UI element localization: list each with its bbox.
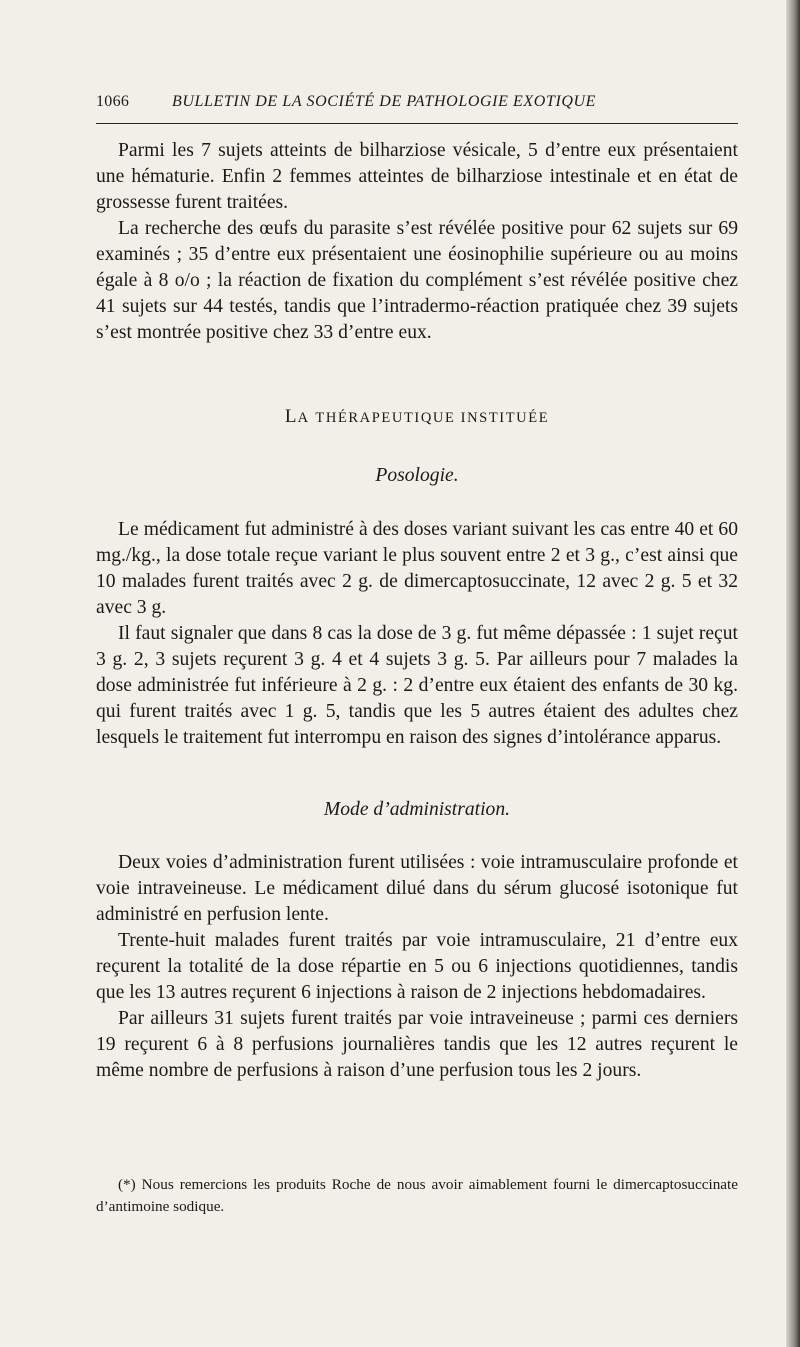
paragraph: Il faut signaler que dans 8 cas la dose de 3 g. fut même dépassée : 1 sujet reçut 3 g. 2, 3 sujets reçurent 3 g. 4 et 4 sujets 3 g. 5. Par ailleurs pour 7 malades la dose administrée fut inférieure à 2 g. : 2 d’entre eux étaient des enfants de 30 kg. qui furent traités avec 1 g. 5, tandis que les 5 autres étaient des adultes chez lesquels le traitement fut interrompu en raison des signes d’intolérance apparus. [96,623,738,748]
heading-first-word-rest: A [297,410,310,426]
paragraph: Le médicament fut administré à des doses variant suivant les cas entre 40 et 60 mg./kg., la dose totale reçue variant le plus souvent entre 2 et 3 g., c’est ainsi que 10 malades furent traités avec 2 g. de dimercaptosuccinate, 12 avec 2 g. 5 et 32 avec 3 g. [96,519,738,618]
running-header [96,93,738,119]
posologie-title: Posologie. [375,465,459,486]
footnote-text: (*) Nous remercions les produits Roche de nous avoir aimablement fourni le dimercaptosuccinate d’antimoine sodique. [96,1176,738,1215]
administration-text [96,850,738,1084]
page-number: 1066 [96,93,130,110]
intro-text [96,138,738,346]
journal-title: BULLETIN DE LA SOCIÉTÉ DE PATHOLOGIE EXOTIQUE [172,93,597,110]
footnote [96,1174,738,1218]
heading-initial: L [284,406,298,427]
page-edge-shadow [786,0,800,1347]
header-rule [96,123,738,124]
posologie-text [96,517,738,751]
paragraph: Parmi les 7 sujets atteints de bilharziose vésicale, 5 d’entre eux présentaient une hématurie. Enfin 2 femmes atteintes de bilharziose intestinale et en état de grossesse furent traitées. [96,140,738,213]
heading-words: THÉRAPEUTIQUE INSTITUÉE [315,410,550,426]
paragraph: Trente-huit malades furent traités par voie intramusculaire, 21 d’entre eux reçurent la totalité de la dose répartie en 5 ou 6 injections quotidiennes, tandis que les 13 autres reçurent 6 injections à raison de 2 injections hebdomadaires. [96,930,738,1003]
administration-title: Mode d’administration. [323,799,511,820]
paragraph: Deux voies d’administration furent utilisées : voie intramusculaire profonde et voie intraveineuse. Le médicament dilué dans du sérum glucosé isotonique fut administré en perfusion lente. [96,852,738,925]
section-heading [96,406,738,428]
paragraph: Par ailleurs 31 sujets furent traités par voie intraveineuse ; parmi ces derniers 19 reçurent 6 à 8 perfusions journalières tandis que les 12 autres reçurent le même nombre de perfusions à raison d’une perfusion tous les 2 jours. [96,1008,738,1081]
paragraph: La recherche des œufs du parasite s’est révélée positive pour 62 sujets sur 69 examinés ; 35 d’entre eux présentaient une éosinophilie supérieure ou au moins égale à 8 o/o ; la réaction de fixation du complément s’est révélée positive chez 41 sujets sur 44 testés, tandis que l’intradermo-réaction pratiquée chez 39 sujets s’est montrée positive chez 33 d’entre eux. [96,218,738,343]
